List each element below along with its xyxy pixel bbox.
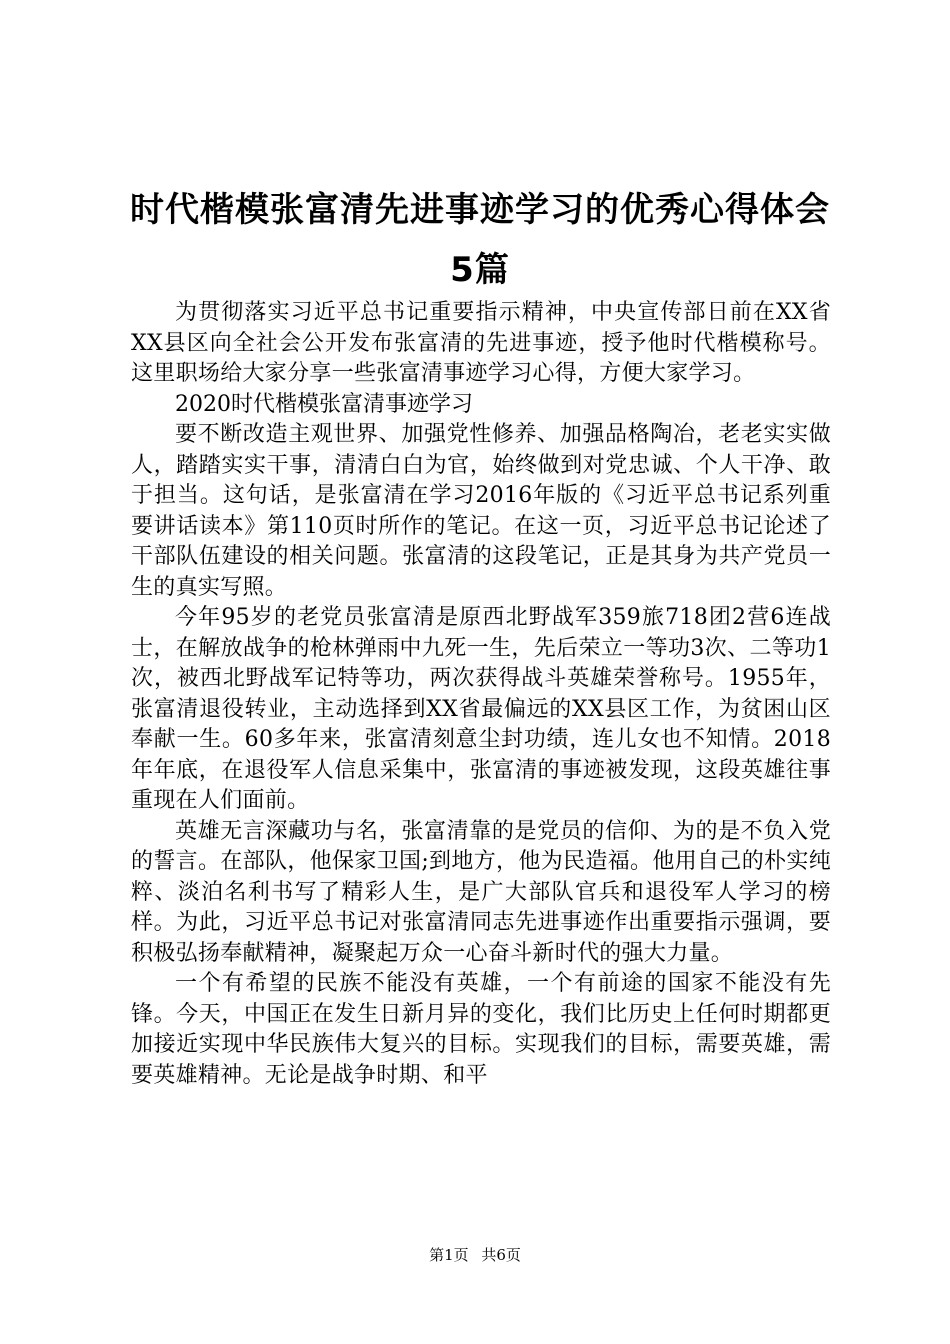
section-heading: 2020时代楷模张富清事迹学习 [175, 391, 473, 417]
intro-paragraph: 为贯彻落实习近平总书记重要指示精神，中央宣传部日前在XX省XX县区向全社会公开发布张富清的先进事迹，授予他时代楷模称号。这里职场给大家分享一些张富清事迹学习心得，方便大家学习。 [131, 300, 831, 386]
body-paragraph: 英雄无言深藏功与名，张富清靠的是党员的信仰、为的是不负入党的誓言。在部队，他保家卫国;到地方，他为民造福。他用自己的朴实纯粹、淡泊名利书写了精彩人生，是广大部队官兵和退役军人学习的榜样。为此，习近平总书记对张富清同志先进事迹作出重要指示强调，要积极弘扬奉献精神，凝聚起万众一心奋斗新时代的强大力量。 [131, 818, 831, 966]
document-title-line-1: 时代楷模张富清先进事迹学习的优秀心得体会 [130, 190, 830, 230]
page-total: 共6页 [481, 1246, 521, 1264]
document-title-line-2: 5篇 [450, 250, 510, 290]
body-paragraph: 今年95岁的老党员张富清是原西北野战军359旅718团2营6连战士，在解放战争的枪林弹雨中九死一生，先后荣立一等功3次、二等功1次，被西北野战军记特等功，两次获得战斗英雄荣誉称号。1955年，张富清退役转业，主动选择到XX省最偏远的XX县区工作，为贫困山区奉献一生。60多年来，张富清刻意尘封功绩，连儿女也不知情。2018年年底，在退役军人信息采集中，张富清的事迹被发现，这段英雄往事重现在人们面前。 [131, 605, 831, 813]
body-paragraph: 要不断改造主观世界、加强党性修养、加强品格陶冶，老老实实做人，踏踏实实干事，清清白白为官，始终做到对党忠诚、个人干净、敢于担当。这句话，是张富清在学习2016年版的《习近平总书记系列重要讲话读本》第110页时所作的笔记。在这一页，习近平总书记论述了干部队伍建设的相关问题。张富清的这段笔记，正是其身为共产党员一生的真实写照。 [131, 422, 831, 600]
page-number: 第1页 [429, 1246, 469, 1264]
document-body [131, 298, 831, 1091]
page-footer [0, 1245, 950, 1265]
body-paragraph: 一个有希望的民族不能没有英雄，一个有前途的国家不能没有先锋。今天，中国正在发生日新月异的变化，我们比历史上任何时期都更加接近实现中华民族伟大复兴的目标。实现我们的目标，需要英雄，需要英雄精神。无论是战争时期、和平 [131, 971, 831, 1088]
